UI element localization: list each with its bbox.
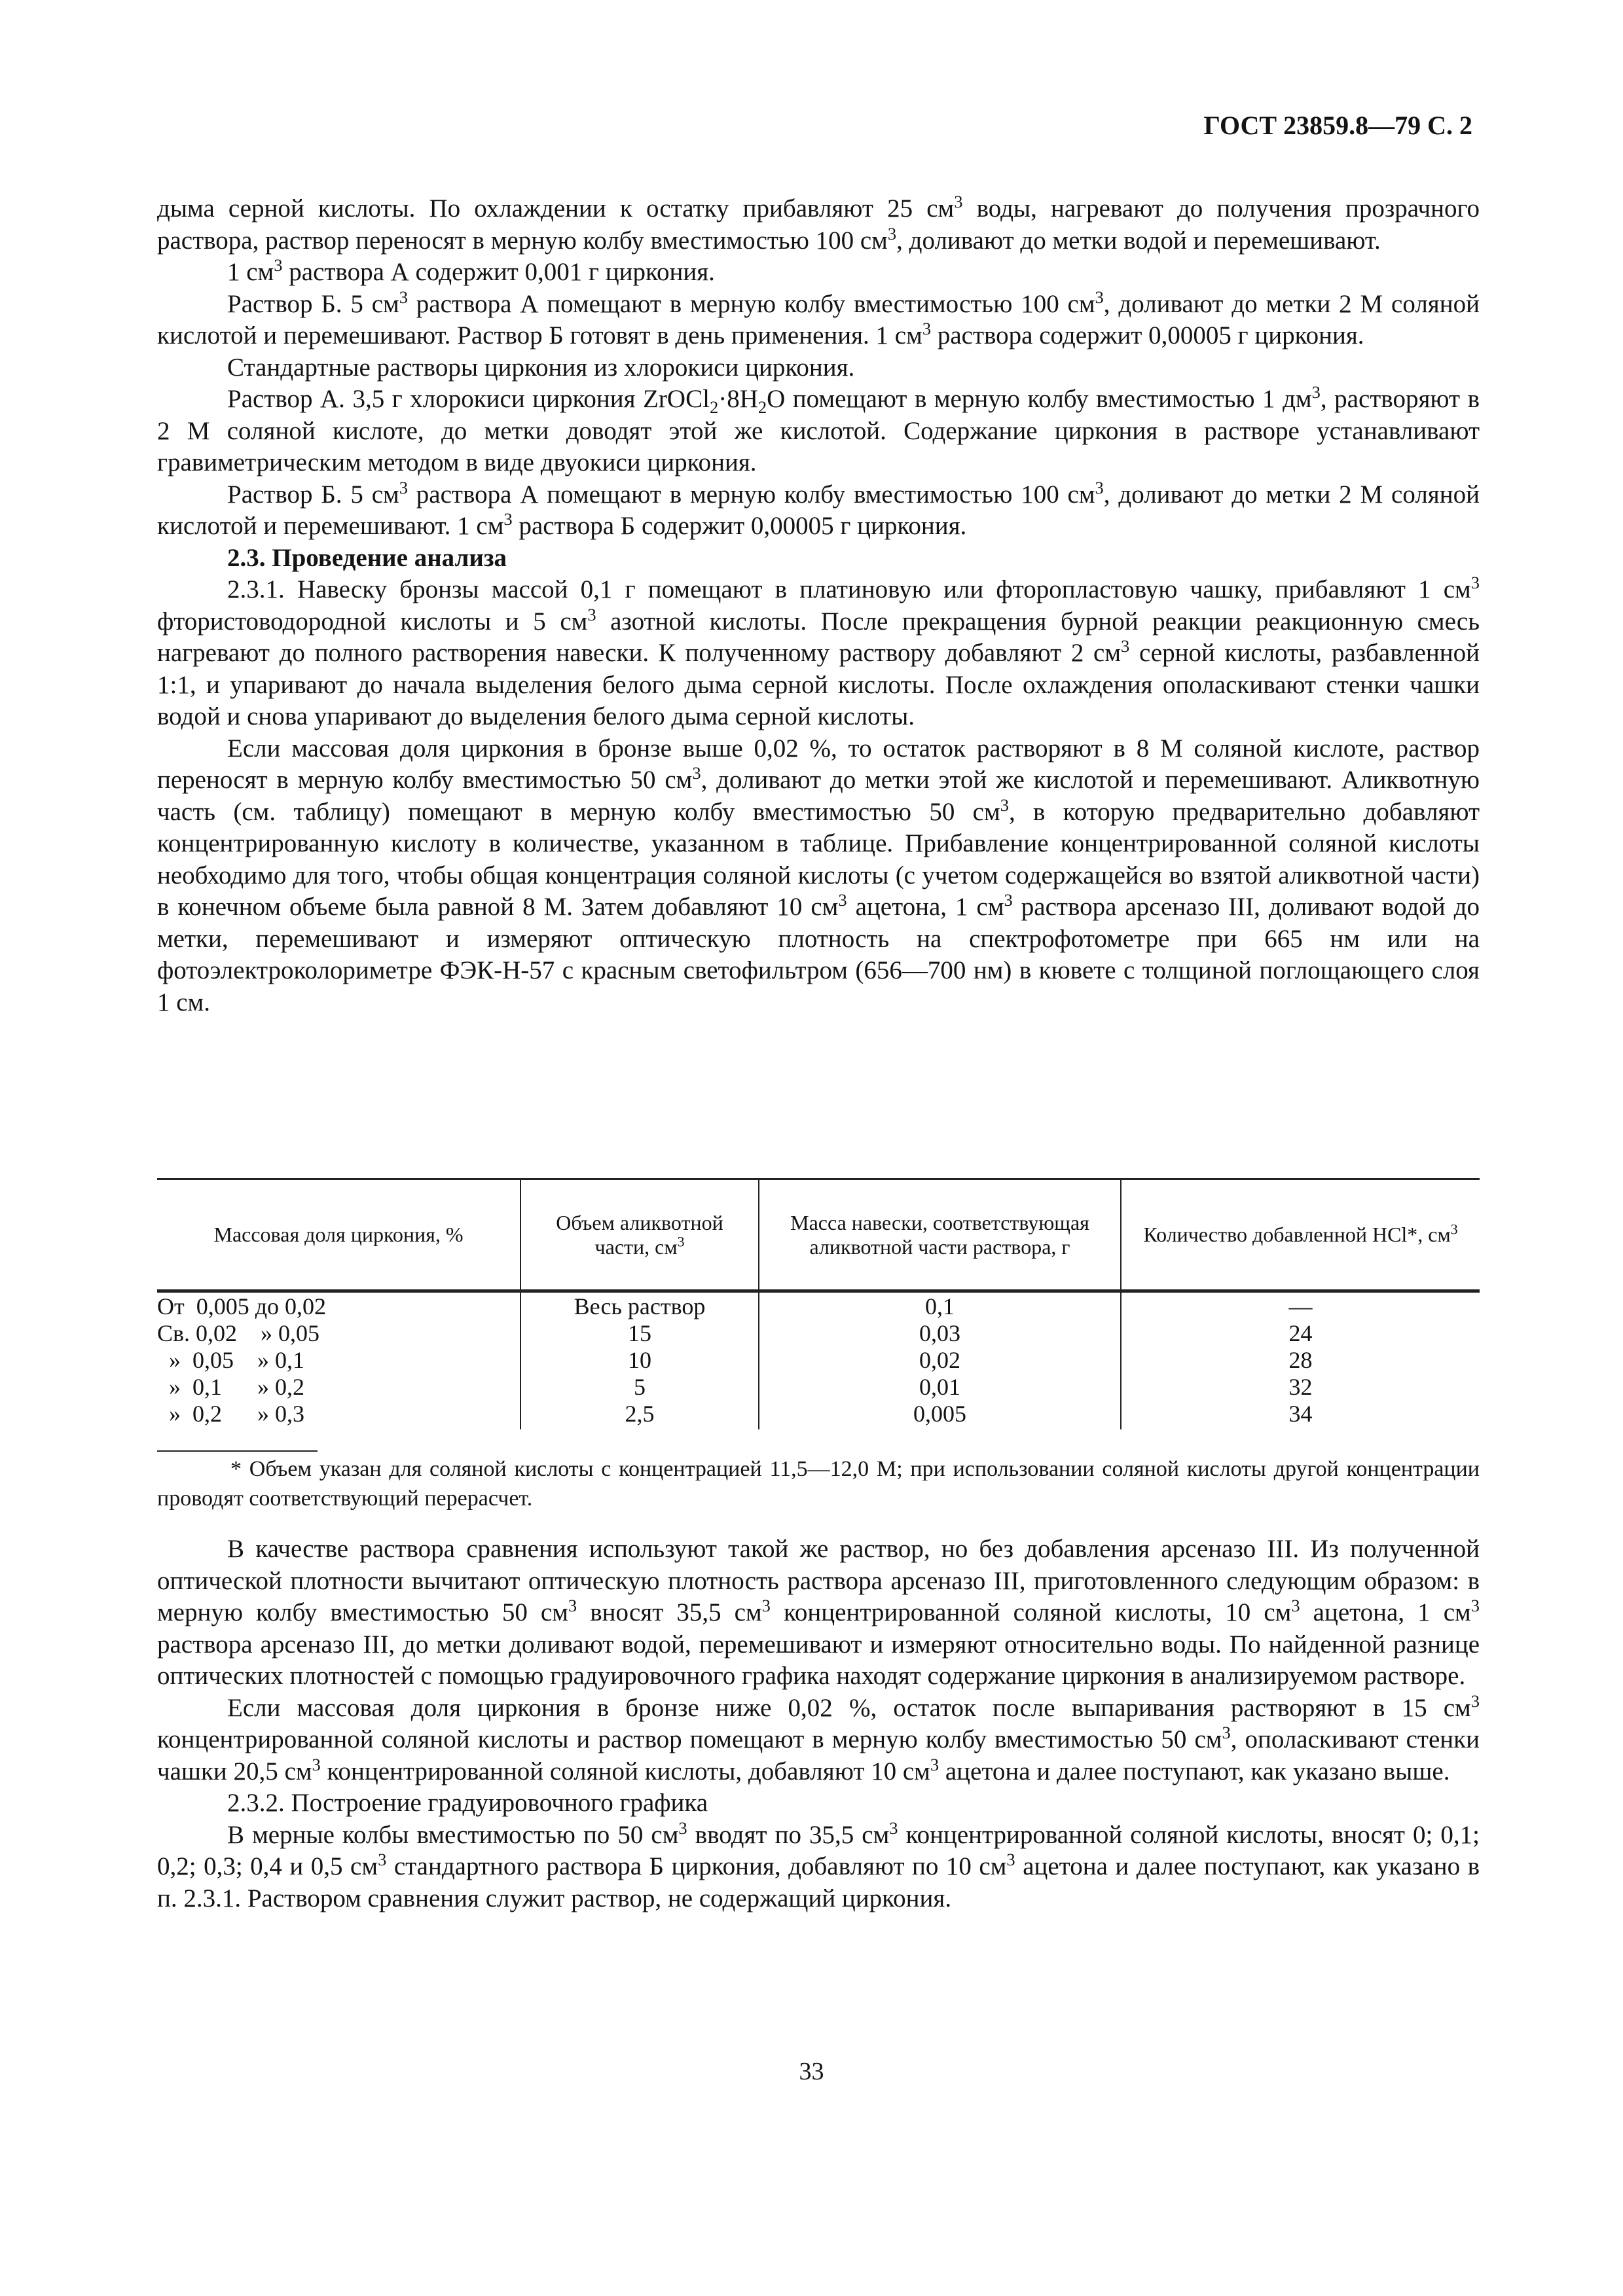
table-cell: Св. 0,02 » 0,05 — [157, 1319, 320, 1346]
column-header: Масса навески, соответствующая аликвотной части раствора, г — [759, 1179, 1121, 1291]
table-cell: » 0,2 » 0,3 — [157, 1400, 304, 1427]
table-cell: 0,03 — [759, 1319, 1121, 1346]
zirconium-table — [157, 1178, 1480, 1429]
table-row — [157, 1319, 1480, 1346]
table-header-row — [157, 1179, 1480, 1291]
table-cell: 10 — [520, 1346, 759, 1373]
table-cell: — — [1121, 1291, 1480, 1320]
table-cell: 32 — [1121, 1373, 1480, 1400]
table-cell: 34 — [1121, 1400, 1480, 1429]
table-cell: » 0,1 » 0,2 — [157, 1373, 304, 1400]
table-cell: Весь раствор — [520, 1291, 759, 1320]
paragraph: В качестве раствора сравнения используют такой же раствор, но без добавления арсеназо III. Из полученной оптической плотности вычитают оптическую плотность раствора арсеназо III, приготовленного следующим образом: в мерную колбу вместимостью 50 $см^3$ вносят 35,5 $см^3$ концентрированной соляной кислоты, 10 $см^3$ ацетона, 1 $см^3$ раствора арсеназо III, до метки доливают водой, перемешивают и измеряют относительно воды. По найденной разнице оптических плотностей с помощью градуировочного графика находят содержание циркония в анализируемом растворе. — [157, 1535, 1480, 1690]
column-header: Объем аликвотной части, $см^3$ — [520, 1179, 759, 1291]
table-row — [157, 1400, 1480, 1429]
table-cell: От 0,005 до 0,02 — [157, 1293, 327, 1319]
table-cell: 24 — [1121, 1319, 1480, 1346]
table-cell: 28 — [1121, 1346, 1480, 1373]
paragraph: Если массовая доля циркония в бронзе выше 0,02 %, то остаток растворяют в 8 М соляной кислоте, раствор переносят в мерную колбу вместимостью 50 $см^3$, доливают до метки этой же кислотой и перемешивают. Аликвотную часть (см. таблицу) помещают в мерную колбу вместимостью 50 $см^3$, в которую предварительно добавляют концентрированную кислоту в количестве, указанном в таблице. Прибавление концентрированной соляной кислоты необходимо для того, чтобы общая концентрация соляной кислоты (с учетом содержащейся во взятой аликвотной части) в конечном объеме была равной 8 М. Затем добавляют 10 $см^3$ ацетона, 1 $см^3$ раствора арсеназо III, доливают водой до метки, перемешивают и измеряют оптическую плотность на спектрофотометре при 665 нм или на фотоэлектроколориметре ФЭК-Н-57 с красным светофильтром (656—700 нм) в кювете с толщиной поглощающего слоя 1 см. — [157, 734, 1480, 1016]
paragraph: дыма серной кислоты. По охлаждении к остатку прибавляют 25 $см^3$ воды, нагревают до получения прозрачного раствора, раствор переносят в мерную колбу вместимостью 100 $см^3$, доливают до метки водой и перемешивают. — [157, 192, 1480, 255]
paragraph: 1 $см^3$ раствора А содержит 0,001 г циркония. — [227, 255, 715, 286]
table-cell: 0,1 — [759, 1291, 1121, 1320]
paragraph: 2.3.1. Навеску бронзы массой 0,1 г помещают в платиновую или фторопластовую чашку, прибавляют 1 $см^3$ фтористоводородной кислоты и 5 $см^3$ азотной кислоты. После прекращения бурной реакции реакционную смесь нагревают до полного растворения навески. К полученному раствору добавляют 2 $см^3$ серной кислоты, разбавленной 1:1, и упаривают до начала выделения белого дыма серной кислоты. После охлаждения ополаскивают стенки чашки водой и снова упаривают до выделения белого дыма серной кислоты. — [157, 573, 1480, 730]
table-cell: 0,02 — [759, 1346, 1121, 1373]
paragraph: В мерные колбы вместимостью по 50 $см^3$ вводят по 35,5 $см^3$ концентрированной соляной кислоты, вносят 0; 0,1; 0,2; 0,3; 0,4 и 0,5 $см^3$ стандартного раствора Б циркония, добавляют по 10 $см^3$ ацетона и далее поступают, как указано в п. 2.3.1. Раствором сравнения служит раствор, не содержащий циркония. — [157, 1818, 1480, 1912]
paragraph: 2.3.2. Построение градуировочного графика — [227, 1789, 708, 1817]
column-header: Массовая доля циркония, % — [157, 1179, 520, 1291]
table-cell: » 0,05 » 0,1 — [157, 1346, 304, 1373]
page-number: 33 — [799, 2058, 824, 2085]
document-header: ГОСТ 23859.8—79 С. 2 — [1203, 111, 1472, 140]
table-cell: 5 — [520, 1373, 759, 1400]
table-row — [157, 1346, 1480, 1373]
text-section-top — [157, 193, 1480, 1018]
table-cell: 0,005 — [759, 1400, 1121, 1429]
paragraph: Если массовая доля циркония в бронзе ниже 0,02 %, остаток после выпаривания растворяют в 15 $см^3$ концентрированной соляной кислоты и раствор помещают в мерную колбу вместимостью 50 $см^3$, ополаскивают стенки чашки 20,5 $см^3$ концентрированной соляной кислоты, добавляют 10 $см^3$ ацетона и далее поступают, как указано выше. — [157, 1691, 1480, 1785]
table-footnote: * Объем указан для соляной кислоты с концентрацией 11,5—12,0 М; при использовании соляной кислоты другой концентрации проводят соответствующий перерасчет. — [157, 1457, 1480, 1511]
paragraph: Раствор Б. 5 $см^3$ раствора А помещают в мерную колбу вместимостью 100 $см^3$, доливают до метки 2 М соляной кислотой и перемешивают. 1 $см^3$ раствора Б содержит 0,00005 г циркония. — [157, 477, 1480, 540]
table-cell: 2,5 — [520, 1400, 759, 1429]
column-header: Количество добавленной HCl*, $см^3$ — [1121, 1179, 1480, 1291]
section-heading: 2.3. Проведение анализа — [227, 543, 507, 572]
paragraph: Раствор А. 3,5 г хлорокиси циркония $ZrOCl_2\cdot 8H_2O$ помещают в мерную колбу вместимостью 1 $дм^3$, растворяют в 2 М соляной кислоте, до метки доводят этой же кислотой. Содержание циркония в растворе устанавливают гравиметрическим методом в виде двуокиси циркония. — [157, 382, 1480, 476]
table-cell: 0,01 — [759, 1373, 1121, 1400]
text-section-bottom — [157, 1534, 1480, 1914]
table-cell: 15 — [520, 1319, 759, 1346]
table-body — [157, 1291, 1480, 1430]
table-row — [157, 1291, 1480, 1320]
table-row — [157, 1373, 1480, 1400]
footnote-rule — [157, 1450, 318, 1452]
paragraph: Стандартные растворы циркония из хлорокиси циркония. — [227, 353, 855, 382]
paragraph: Раствор Б. 5 $см^3$ раствора А помещают в мерную колбу вместимостью 100 $см^3$, доливают до метки 2 М соляной кислотой и перемешивают. Раствор Б готовят в день применения. 1 $см^3$ раствора содержит 0,00005 г циркония. — [157, 287, 1480, 350]
